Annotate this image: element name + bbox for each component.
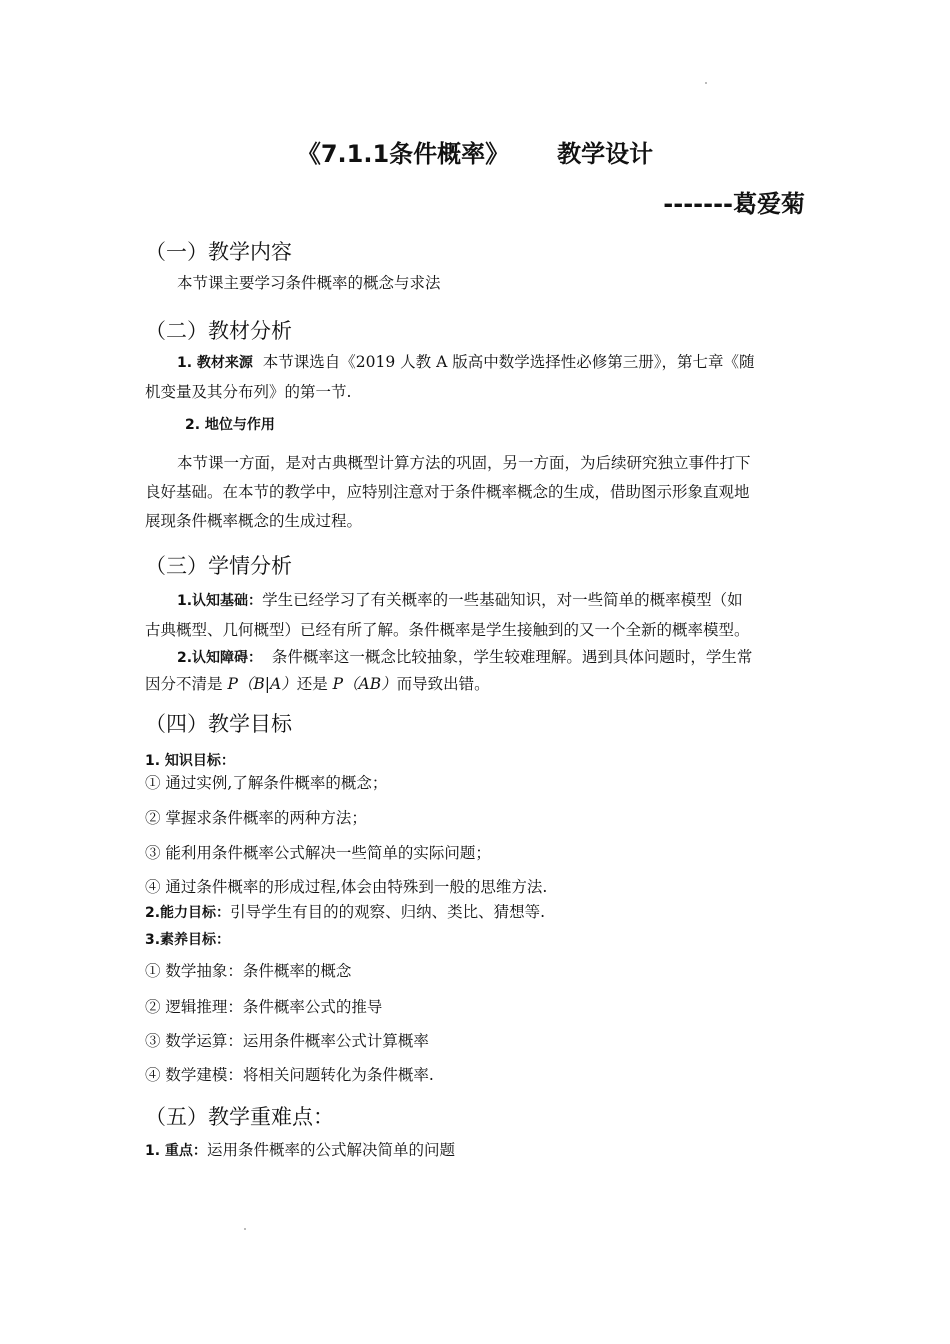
s4-ability-line: 2.能力目标：引导学生有目的的观察、归纳、类比、猜想等. bbox=[145, 903, 545, 921]
s5-p1-line: 1. 重点：运用条件概率的公式解决简单的问题 bbox=[145, 1141, 455, 1159]
s3-p1-line1: 1.认知基础：学生已经学习了有关概率的一些基础知识，对一些简单的概率模型（如 bbox=[177, 591, 743, 609]
s3-p2-line1: 2.认知障碍： 条件概率这一概念比较抽象，学生较难理解。遇到具体问题时，学生常 bbox=[177, 648, 753, 666]
document-title bbox=[0, 134, 950, 169]
s2-p2-line3: 展现条件概率概念的生成过程。 bbox=[145, 512, 363, 530]
section-heading-4: （四）教学目标 bbox=[145, 712, 292, 736]
author: -------葛爱菊 bbox=[663, 190, 805, 218]
s2-p2-label: 2. 地位与作用 bbox=[185, 417, 275, 433]
title-sub: 教学设计 bbox=[557, 140, 654, 168]
s5-p1-label: 1. 重点： bbox=[145, 1143, 207, 1159]
s4-knowledge-item: ④ 通过条件概率的形成过程,体会由特殊到一般的思维方法. bbox=[145, 878, 548, 896]
s3-p1-line2: 古典概型、几何概型）已经有所了解。条件概率是学生接触到的又一个全新的概率模型。 bbox=[145, 621, 750, 639]
s4-literacy-item: ② 逻辑推理：条件概率公式的推导 bbox=[145, 998, 383, 1016]
s2-p1-label: 1. 教材来源 bbox=[177, 355, 253, 371]
s4-literacy-item: ① 数学抽象：条件概率的概念 bbox=[145, 962, 352, 980]
s4-knowledge-label: 1. 知识目标： bbox=[145, 753, 235, 769]
section-heading-1: （一）教学内容 bbox=[145, 240, 292, 264]
s3-p2-label: 2.认知障碍： bbox=[177, 650, 263, 666]
s4-knowledge-item: ③ 能利用条件概率公式解决一些简单的实际问题； bbox=[145, 844, 491, 862]
s4-knowledge-item: ② 掌握求条件概率的两种方法； bbox=[145, 809, 367, 827]
s2-p2-line2: 良好基础。在本节的教学中，应特别注意对于条件概率概念的生成，借助图示形象直观地 bbox=[145, 483, 750, 501]
s4-literacy-label: 3.素养目标： bbox=[145, 932, 231, 948]
s3-p1-label: 1.认知基础： bbox=[177, 593, 263, 609]
s2-p1-line2: 机变量及其分布列》的第一节. bbox=[145, 383, 352, 401]
section-heading-3: （三）学情分析 bbox=[145, 554, 292, 578]
title-main: 《7.1.1条件概率》 bbox=[296, 140, 510, 168]
section-heading-5: （五）教学重难点： bbox=[145, 1105, 334, 1129]
scan-dot-top bbox=[705, 82, 707, 84]
s2-p2-line1: 本节课一方面，是对古典概型计算方法的巩固，另一方面，为后续研究独立事件打下 bbox=[177, 454, 751, 472]
s1-text: 本节课主要学习条件概率的概念与求法 bbox=[177, 274, 441, 292]
s3-p2-line2: 因分不清是 P（B|A）还是 P（AB）而导致出错。 bbox=[145, 675, 490, 693]
section-heading-2: （二）教材分析 bbox=[145, 319, 292, 343]
s4-knowledge-item: ① 通过实例,了解条件概率的概念； bbox=[145, 774, 388, 792]
s4-literacy-item: ③ 数学运算：运用条件概率公式计算概率 bbox=[145, 1032, 429, 1050]
s4-literacy-item: ④ 数学建模：将相关问题转化为条件概率. bbox=[145, 1066, 434, 1084]
scan-dot-bottom bbox=[244, 1228, 246, 1230]
s4-ability-label: 2.能力目标： bbox=[145, 905, 231, 921]
s2-p1-line1: 1. 教材来源 本节课选自《2019 人教 A 版高中数学选择性必修第三册》，第七章《随 bbox=[177, 353, 755, 371]
